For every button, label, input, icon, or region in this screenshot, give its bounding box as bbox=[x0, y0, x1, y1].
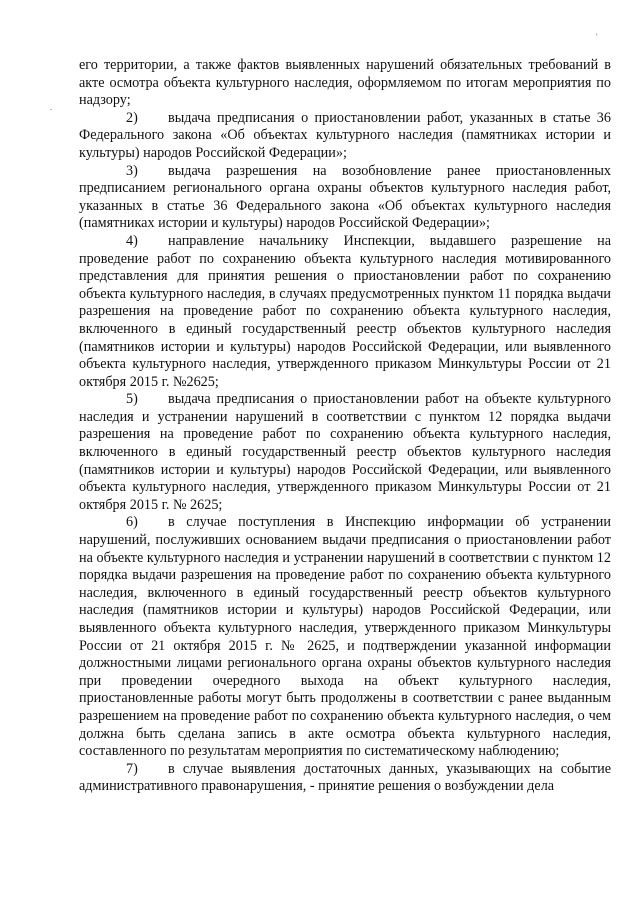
item-number: 3) bbox=[126, 162, 138, 179]
item-number: 6) bbox=[126, 514, 138, 531]
list-item-3 bbox=[79, 163, 611, 233]
item-text: выдача предписания о приостановлении работ, указанных в статье 36 Федерального закона «Об объектах культурного наследия (памятниках истории и культуры) народов Российской Федерации»; bbox=[79, 109, 611, 161]
document-body bbox=[79, 57, 611, 796]
item-number: 7) bbox=[126, 760, 138, 777]
margin-mark-top-right: ' bbox=[596, 32, 598, 42]
list-item-7 bbox=[79, 761, 611, 796]
item-number: 4) bbox=[126, 232, 138, 249]
item-number: 5) bbox=[126, 391, 138, 408]
list-item-6 bbox=[79, 514, 611, 760]
item-text: выдача предписания о приостановлении работ на объекте культурного наследия и устранении нарушений в соответствии с пунктом 12 порядка выдачи разрешения на проведение работ по сохранению объекта культурного наследия, включенного в единый государственный реестр объектов культурного наследия (памятников истории и культуры) народов Российской Федерации, или выявленного объекта культурного наследия, утвержденного приказом Минкультуры России от 21 октября 2015 г. № 2625; bbox=[79, 391, 611, 513]
list-item-2 bbox=[79, 110, 611, 163]
list-item-4 bbox=[79, 233, 611, 391]
item-text: в случае выявления достаточных данных, указывающих на событие административного правонарушения, - принятие решения о возбуждении дела bbox=[79, 760, 611, 795]
paragraph-intro: его территории, а также фактов выявленных нарушений обязательных требований в акте осмотра объекта культурного наследия, оформляемом по итогам мероприятия по надзору; bbox=[79, 57, 611, 109]
item-text: в случае поступления в Инспекцию информации об устранении нарушений, послуживших основанием выдачи предписания о приостановлении работ на объекте культурного наследия и устранении нарушений в соответствии с пунктом 12 порядка выдачи разрешения на проведение работ по сохранению объекта культурного наследия, включенного в единый государственный реестр объектов культурного наследия (памятников истории и культуры) народов Российской Федерации, или выявленного объекта культурного наследия, утвержденного приказом Минкультуры России от 21 октября 2015 г. № 2625, и подтверждении указанной информации должностными лицами регионального органа охраны объектов культурного наследия при проведении очередного выхода на объект культурного наследия, приостановленные работы могут быть продолжены в соответствии с ранее выданным разрешением на проведение работ по сохранению объекта культурного наследия, о чем должна быть сделана запись в акте осмотра объекта культурного наследия, составленного по результатам мероприятия по систематическому наблюдению; bbox=[79, 514, 611, 760]
item-text: направление начальнику Инспекции, выдавшего разрешение на проведение работ по сохранению объекта культурного наследия мотивированного представления для принятия решения о приостановлении работ по сохранению объекта культурного наследия, в случаях предусмотренных пунктом 11 порядка выдачи разрешения на проведение работ по сохранению объекта культурного наследия, включенного в единый государственный реестр объектов культурного наследия (памятников истории и культуры) народов Российской Федерации, или выявленного объекта культурного наследия, утвержденного приказом Минкультуры России от 21 октября 2015 г. №2625; bbox=[79, 232, 611, 390]
list-item-5 bbox=[79, 391, 611, 514]
item-number: 2) bbox=[126, 109, 138, 126]
item-text: выдача разрешения на возобновление ранее приостановленных предписанием регионального органа охраны объектов культурного наследия работ, указанных в статье 36 Федерального закона «Об объектах культурного наследия (памятниках истории и культуры) народов Российской Федерации»; bbox=[79, 162, 611, 232]
margin-mark-left: . bbox=[50, 102, 53, 112]
